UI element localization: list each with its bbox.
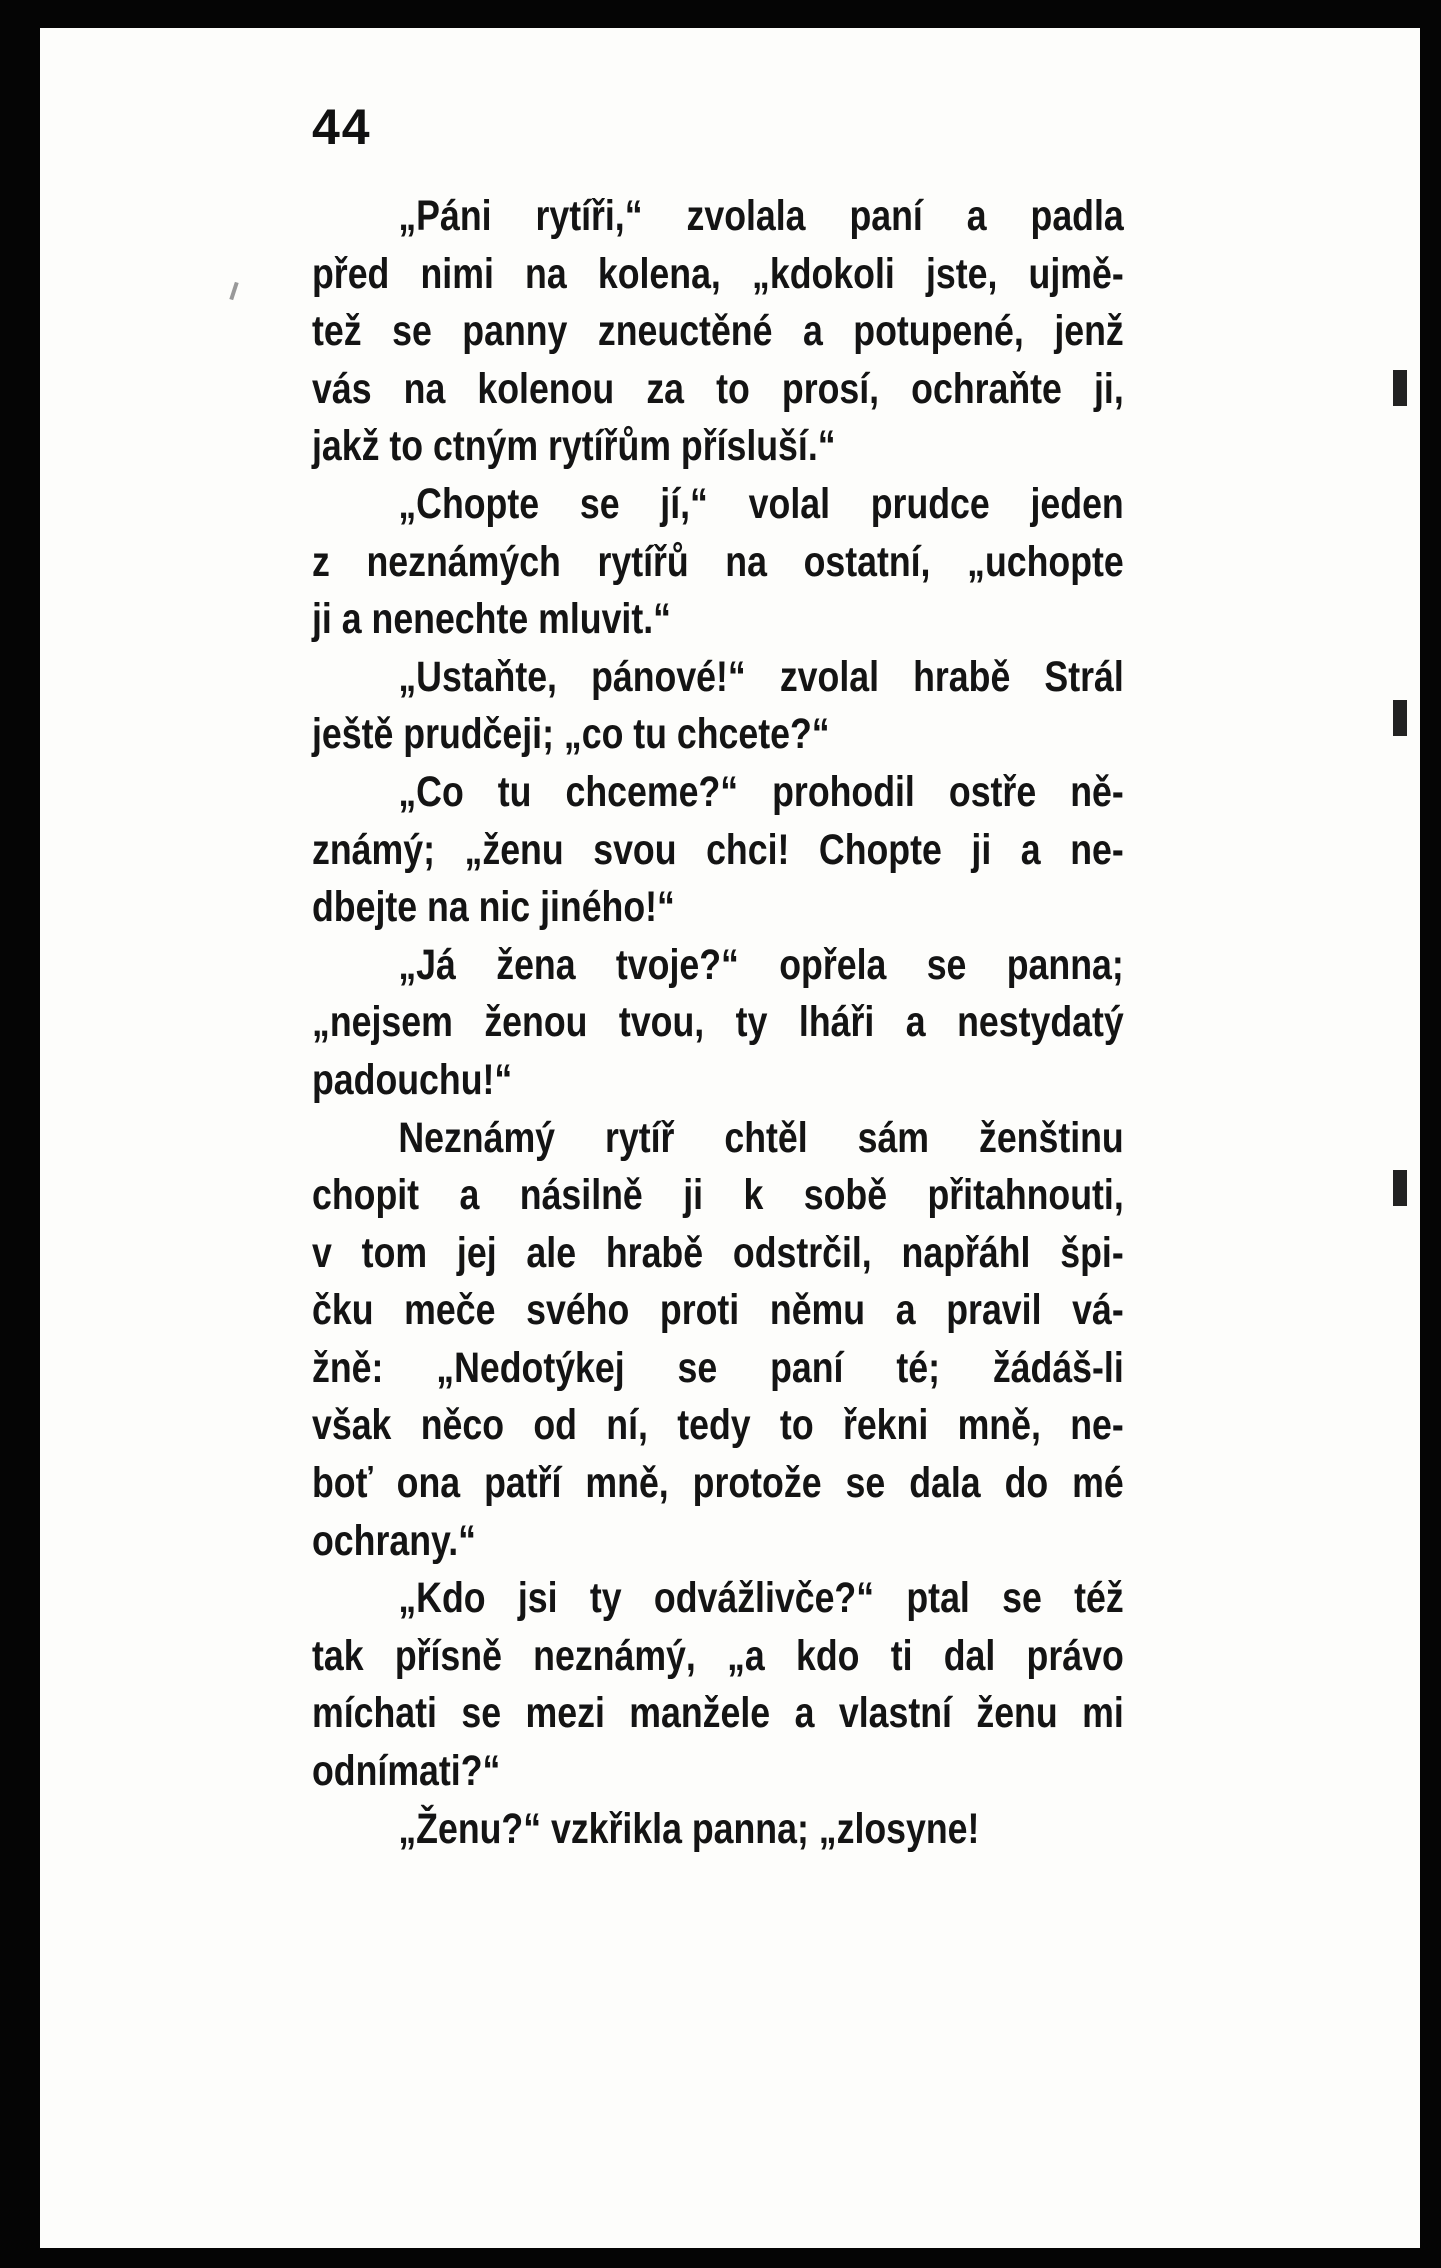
text-line: ochrany.“ <box>312 1516 476 1565</box>
text-line: „Já žena tvoje?“ opřela se panna; <box>398 940 1124 989</box>
paragraph <box>312 1570 1124 1800</box>
text-line: ji a nenechte mluvit.“ <box>312 595 671 644</box>
text-line: žně: „Nedotýkej se paní té; žádáš-li <box>312 1343 1124 1392</box>
text-line: dbejte na nic jiného!“ <box>312 883 675 932</box>
paragraph <box>312 937 1124 1110</box>
text-line: Neznámý rytíř chtěl sám ženštinu <box>398 1113 1124 1162</box>
text-line: padouchu!“ <box>312 1055 513 1104</box>
paragraph <box>312 1110 1124 1571</box>
text-line: míchati se mezi manžele a vlastní ženu mi <box>312 1689 1124 1738</box>
text-line: „Ženu?“ vzkřikla panna; „zlosyne! <box>398 1804 980 1853</box>
text-line: odnímati?“ <box>312 1747 501 1796</box>
page-edge-mark <box>1393 1170 1407 1206</box>
text-line: čku meče svého proti němu a pravil vá- <box>312 1286 1124 1335</box>
text-line: tak přísně neznámý, „a kdo ti dal právo <box>312 1631 1124 1680</box>
paragraph <box>312 188 1124 476</box>
page-edge-mark <box>1393 700 1407 736</box>
page-number: 44 <box>312 99 372 155</box>
text-line: „Co tu chceme?“ prohodil ostře ně- <box>398 767 1124 816</box>
text-line: jakž to ctným rytířům přísluší.“ <box>312 422 836 471</box>
text-line: „Páni rytíři,“ zvolala paní a padla <box>398 192 1124 240</box>
text-line: „Ustaňte, pánové!“ zvolal hrabě Strál <box>398 652 1124 701</box>
text-line: chopit a násilně ji k sobě přitahnouti, <box>312 1171 1124 1220</box>
text-line: známý; „ženu svou chci! Chopte ji a ne- <box>312 825 1124 874</box>
text-line: vás na kolenou za to prosí, ochraňte ji, <box>312 364 1124 413</box>
text-line: před nimi na kolena, „kdokoli jste, ujmě- <box>312 249 1124 298</box>
text-line: ještě prudčeji; „co tu chcete?“ <box>312 710 830 759</box>
text-line: však něco od ní, tedy to řekni mně, ne- <box>312 1401 1124 1450</box>
page-edge-mark <box>1393 370 1407 406</box>
text-line: tež se panny zneuctěné a potupené, jenž <box>312 307 1124 356</box>
body-text <box>312 188 1124 1858</box>
paragraph <box>312 1801 1124 1859</box>
text-line: v tom jej ale hrabě odstrčil, napřáhl špi- <box>312 1228 1124 1277</box>
text-line: „Kdo jsi ty odvážlivče?“ ptal se též <box>398 1574 1124 1623</box>
text-line: „Chopte se jí,“ volal prudce jeden <box>398 479 1124 528</box>
paragraph <box>312 764 1124 937</box>
paragraph <box>312 649 1124 764</box>
text-line: boť ona patří mně, protože se dala do mé <box>312 1459 1124 1508</box>
paragraph <box>312 476 1124 649</box>
text-line: „nejsem ženou tvou, ty lháři a nestydatý <box>312 998 1124 1047</box>
text-line: z neznámých rytířů na ostatní, „uchopte <box>312 537 1124 586</box>
